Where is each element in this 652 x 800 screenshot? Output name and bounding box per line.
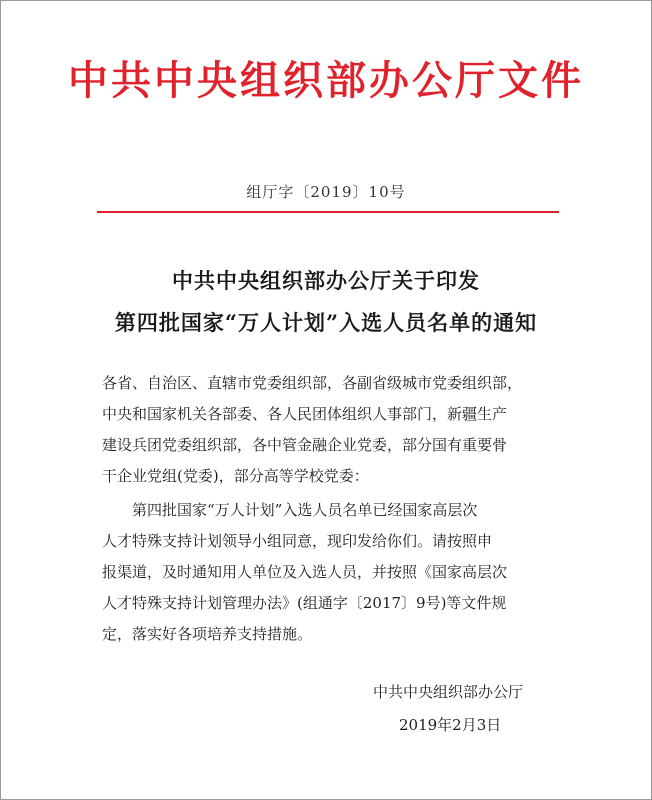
issuer-signature: 中共中央组织部办公厅 <box>373 683 524 701</box>
notice-title-line-1: 中共中央组织部办公厅关于印发 <box>172 268 480 293</box>
document-number: 组厅字〔2019〕10号 <box>246 183 406 201</box>
addressee-line-4: 干企业党组(党委)，部分高等学校党委： <box>102 467 369 485</box>
red-divider-line <box>97 211 559 213</box>
addressee-line-3: 建设兵团党委组织部，各中管金融企业党委，部分国有重要骨 <box>102 436 508 454</box>
addressee-line-1: 各省、自治区、直辖市党委组织部，各副省级城市党委组织部， <box>102 374 523 392</box>
addressee-line-2: 中央和国家机关各部委、各人民团体组织人事部门，新疆生产 <box>102 405 508 423</box>
paragraph-line-1: 第四批国家“万人计划”入选人员名单已经国家高层次 <box>132 501 478 519</box>
paragraph-line-4: 人才特殊支持计划管理办法》(组通字〔2017〕9号)等文件规 <box>102 594 507 612</box>
paragraph-line-2: 人才特殊支持计划领导小组同意，现印发给你们。请按照申 <box>102 532 493 550</box>
document-header-title: 中共中央组织部办公厅文件 <box>68 57 584 104</box>
notice-title-line-2: 第四批国家“万人计划”入选人员名单的通知 <box>114 310 538 335</box>
paragraph-line-5: 定，落实好各项培养支持措施。 <box>102 625 313 643</box>
paragraph-line-3: 报渠道，及时通知用人单位及入选人员，并按照《国家高层次 <box>102 563 508 581</box>
issue-date: 2019年2月3日 <box>399 716 502 734</box>
